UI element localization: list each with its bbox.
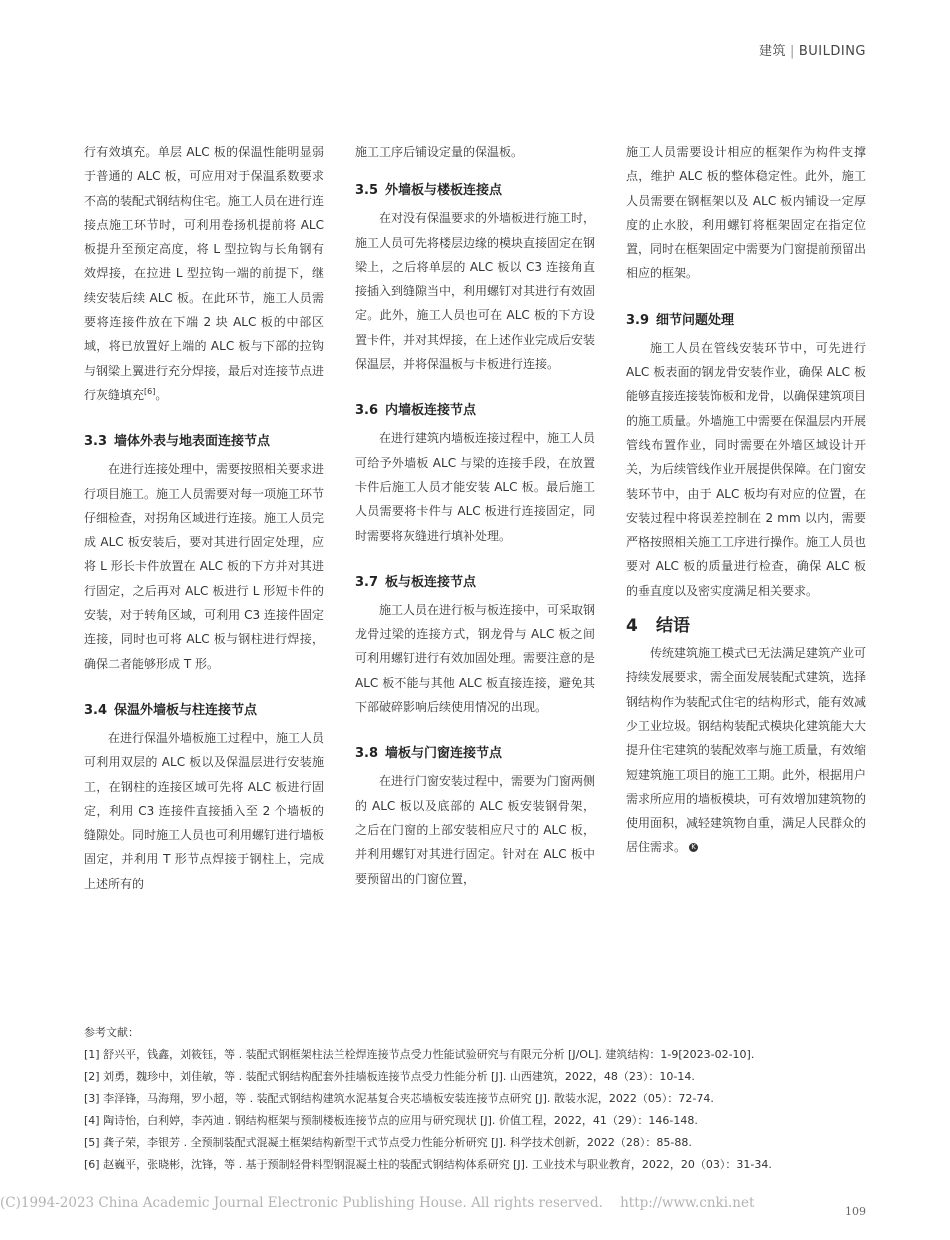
- section-number: 3.6: [355, 403, 379, 419]
- section-heading-4: [626, 611, 866, 641]
- section-heading-3-5: [355, 176, 595, 206]
- column-1: [84, 140, 324, 896]
- copyright-notice: (C)1994-2023 China Academic Journal Electronic Publishing House. All rights reserved. http://www.cnki.net: [0, 1195, 755, 1211]
- section-title: 保温外墙板与柱连接节点: [114, 702, 258, 718]
- paragraph: 施工人员在进行板与板连接中，可采取钢龙骨过梁的连接方式，钢龙骨与 ALC 板之间可利用螺钉进行有效加固处理。需要注意的是 ALC 板不能与其他 ALC 板直接连接，避免其下部破碎影响后续使用情况的出现。: [355, 602, 596, 715]
- reference-item: [1] 舒兴平，钱鑫，刘筱钰，等 . 装配式钢框架柱法兰栓焊连接节点受力性能试验研究与有限元分析 [J/OL]. 建筑结构：1-9[2023-02-10].: [84, 1048, 755, 1061]
- reference-item: [3] 李泽锋，马海翔，罗小超，等 . 装配式钢结构建筑水泥基复合夹芯墙板安装连接节点研究 [J]. 散装水泥，2022（05）：72-74.: [84, 1092, 714, 1105]
- paragraph: 施工人员在管线安装环节中，可先进行 ALC 板表面的钢龙骨安装作业，确保 ALC 板能够直接连接装饰板和龙骨，以确保建筑项目的施工质量。外墙施工中需要在保温层内开展管线布置作业，同时需要在外墙区域设计开关，为后续管线作业开展提供保障。在门窗安装环节中，由于 ALC 板均有对应的位置，在安装过程中将误差控制在 2 mm 以内，需要严格按照相关施工工序进行操作。施工人员也要对 ALC 板的质量进行检查，确保 ALC 板的垂直度以及密实度满足相关要求。: [626, 340, 867, 598]
- header-separator: |: [789, 44, 795, 59]
- section-number: 3.5: [355, 183, 379, 199]
- end-of-article-icon: K: [689, 843, 698, 852]
- section-heading-3-7: [355, 568, 595, 598]
- reference-item: [6] 赵巍平，张晓彬，沈锋，等 . 基于预制轻骨料型钢混凝土柱的装配式钢结构体系研究 [J]. 工业技术与职业教育，2022，20（03）：31-34.: [84, 1158, 772, 1171]
- paragraph: 施工工序后铺设定量的保温板。: [355, 145, 524, 159]
- reference-item: [5] 龚子荣，李银芳 . 全预制装配式混凝土框架结构新型干式节点受力性能分析研究 [J]. 科学技术创新，2022（28）：85-88.: [84, 1136, 692, 1149]
- section-title: 内墙板连接节点: [385, 403, 477, 419]
- paragraph: 施工人员需要设计相应的框架作为构件支撑点，维护 ALC 板的整体稳定性。此外，施工人员需要在钢框架以及 ALC 板内铺设一定厚度的止水胶，利用螺钉将框架固定在指定位置，同时在框架固定中需要为门窗提前预留出相应的框架。: [626, 145, 867, 281]
- section-number: 3.4: [84, 702, 108, 718]
- paragraph-text: 传统建筑施工模式已无法满足建筑产业可持续发展要求，需全面发展装配式建筑，选择钢结构作为装配式住宅的结构形式，能有效减少工业垃圾。钢结构装配式模块化建筑能大大提升住宅建筑的装配效率与施工质量，有效缩短建筑施工项目的施工工期。此外，根据用户需求所应用的墙板模块，可有效增加建筑物的使用面积，减轻建筑物自重，满足人民群众的居住需求。: [626, 646, 867, 855]
- paragraph: 在对没有保温要求的外墙板进行施工时，施工人员可先将楼层边缘的模块直接固定在钢梁上，之后将单层的 ALC 板以 C3 连接角直接插入到缝隙当中，利用螺钉对其进行有效固定。此外，施工人员也可在 ALC 板的下方设置卡件，并对其焊接，在上述作业完成后安装保温层，并将保温板与卡板进行连接。: [355, 211, 596, 372]
- section-number: 3.3: [84, 434, 108, 450]
- reference-item: [2] 刘勇，魏珍中，刘佳敏，等 . 装配式钢结构配套外挂墙板连接节点受力性能分析 [J]. 山西建筑，2022，48（23）：10-14.: [84, 1070, 695, 1083]
- references: [84, 1022, 874, 1176]
- column-3: [626, 140, 866, 860]
- section-title: 结语: [656, 616, 690, 637]
- section-title: 细节问题处理: [656, 312, 735, 328]
- section-title: 板与板连接节点: [385, 574, 477, 590]
- header-section-en: BUILDING: [798, 44, 866, 59]
- running-header: [759, 40, 866, 59]
- section-heading-3-6: [355, 396, 595, 426]
- page-number: 109: [845, 1205, 866, 1218]
- section-number: 3.7: [355, 574, 379, 590]
- paragraph: 在进行建筑内墙板连接过程中，施工人员可给予外墙板 ALC 与梁的连接手段，在放置卡件后施工人员才能安装 ALC 板。最后施工人员需要将卡件与 ALC 板进行连接固定，同时需要将灰缝进行填补处理。: [355, 431, 596, 543]
- paragraph-end: 。: [155, 387, 168, 402]
- paragraph-text: 行有效填充。单层 ALC 板的保温性能明显弱于普通的 ALC 板，可应用对于保温系数要求不高的装配式钢结构住宅。施工人员在进行连接点施工环节时，可利用卷扬机提前将 ALC 板提升至预定高度，将 L 型拉钩与长角钢有效焊接，在拉进 L 型拉钩一端的前提下，继续安装后续 ALC 板。在此环节，施工人员需要将连接件放在下端 2 块 ALC 板的中部区域，将已放置好上端的 ALC 板与下部的拉钩与钢梁上翼进行充分焊接，最后对连接节点进行灰缝填充: [84, 145, 325, 402]
- section-heading-3-8: [355, 739, 595, 769]
- citation-6[interactable]: [6]: [144, 386, 156, 396]
- paragraph: 在进行门窗安装过程中，需要为门窗两侧的 ALC 板以及底部的 ALC 板安装钢骨架，之后在门窗的上部安装相应尺寸的 ALC 板，并利用螺钉对其进行固定。针对在 ALC 板中要预留出的门窗位置，: [355, 774, 596, 886]
- section-title: 墙板与门窗连接节点: [385, 746, 503, 762]
- paragraph: [84, 140, 324, 407]
- section-title: 外墙板与楼板连接点: [385, 183, 503, 199]
- section-heading-3-4: [84, 696, 324, 726]
- paragraph: [626, 641, 866, 860]
- references-title: 参考文献：: [84, 1026, 139, 1039]
- section-number: 3.9: [626, 312, 650, 328]
- section-title: 墙体外表与地表面连接节点: [114, 434, 271, 450]
- section-heading-3-3: [84, 427, 324, 457]
- section-number: 3.8: [355, 746, 379, 762]
- header-section-cn: 建筑: [758, 44, 786, 59]
- reference-item: [4] 陶诗怡，白利婷，李芮迪 . 钢结构框架与预制楼板连接节点的应用与研究现状 [J]. 价值工程，2022，41（29）：146-148.: [84, 1114, 698, 1127]
- section-heading-3-9: [626, 306, 866, 336]
- column-2: [355, 140, 595, 891]
- paragraph: 在进行连接处理中，需要按照相关要求进行项目施工。施工人员需要对每一项施工环节仔细检查，对拐角区域进行连接。施工人员完成 ALC 板安装后，要对其进行固定处理，应将 L 形长卡件放置在 ALC 板的下方并对其进行固定，之后再对 ALC 板进行 L 形短卡件的安装，对于转角区域，可利用 C3 连接件固定连接，同时也可将 ALC 板与钢柱进行焊接，确保二者能够形成 T 形。: [84, 462, 325, 671]
- paragraph: 在进行保温外墙板施工过程中，施工人员可利用双层的 ALC 板以及保温层进行安装施工，在钢柱的连接区域可先将 ALC 板进行固定，利用 C3 连接件直接插入至 2 个墙板的缝隙处。同时施工人员也可利用螺钉进行墙板固定，并利用 T 形节点焊接于钢柱上，完成上述所有的: [84, 730, 325, 891]
- section-number: 4: [626, 616, 638, 637]
